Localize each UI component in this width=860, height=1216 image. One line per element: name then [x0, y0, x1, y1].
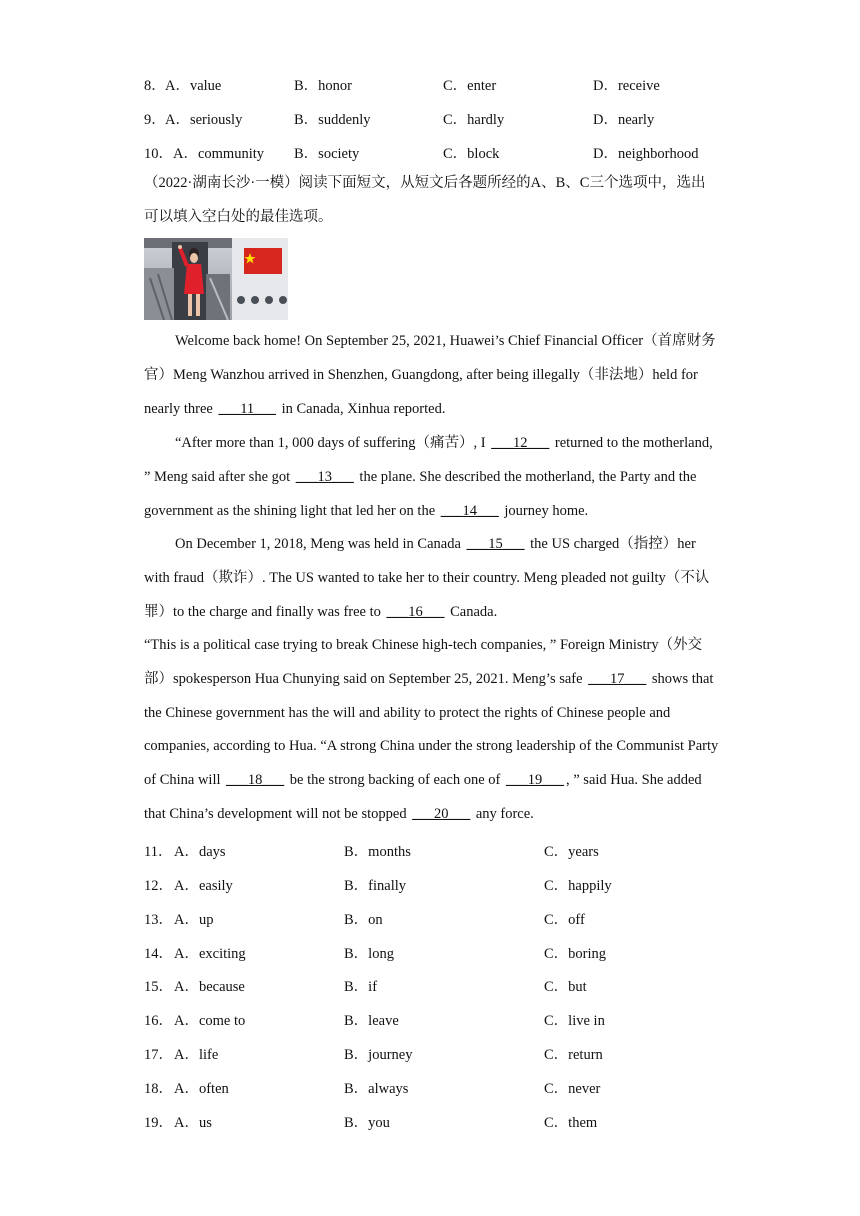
option-a: A．community [173, 146, 265, 162]
question-number: 19． [144, 1115, 173, 1131]
option-c: C．enter [443, 78, 497, 94]
passage-text: be the strong backing of each one of [286, 772, 504, 789]
passage-text: returned to the motherland, ” Meng said after she got [144, 435, 713, 485]
passage-paragraph-4 [144, 629, 719, 832]
option-d: D．nearly [593, 112, 655, 128]
option-a: A．life [174, 1047, 219, 1063]
option-c: C．years [544, 844, 599, 860]
option-b: B．on [344, 912, 383, 928]
option-c: C．never [544, 1081, 601, 1097]
option-a: A．days [174, 844, 226, 860]
option-b: B．months [344, 844, 411, 860]
news-photo-illustration [144, 238, 288, 320]
option-b: B．honor [294, 78, 352, 94]
option-a: A．us [174, 1115, 212, 1131]
section-instruction: （2022·湖南长沙·一模）阅读下面短文，从短文后各题所经的A、B、C三个选项中，选出可以填入空白处的最佳选项。 [144, 175, 706, 225]
question-number: 17． [144, 1047, 173, 1063]
option-b: B．you [344, 1115, 390, 1131]
question-number: 10． [144, 146, 173, 162]
passage-text: any force. [472, 805, 534, 822]
question-number: 18． [144, 1081, 173, 1097]
passage-text: in Canada, Xinhua reported. [277, 400, 446, 417]
passage-text: shows that the Chinese government has the will and ability to protect the rights of Chinese people and companies, according to Hua. “A strong China under the strong leadership of the Communist Party of China will [144, 670, 719, 789]
option-c: C．happily [544, 878, 612, 894]
option-b: B．finally [344, 878, 407, 894]
passage-text: “This is a political case trying to break Chinese high-tech companies, ” Foreign Ministry（外交部）spokesperson Hua Chunying said on September 25, 2021. Meng’s safe [144, 637, 703, 687]
option-b: B．if [344, 979, 378, 995]
option-a: A．exciting [174, 946, 246, 962]
passage-text: Welcome back home! On September 25, 2021, Huawei’s Chief Financial Officer（首席财务官）Meng Wanzhou arrived in Shenzhen, Guangdong, after being illegally（非法地）held for nearly three [144, 333, 716, 417]
blank-11: ___11___ [218, 400, 276, 417]
blank-14: ___14___ [440, 502, 499, 519]
option-a: A．seriously [165, 112, 243, 128]
news-photo [144, 238, 288, 320]
option-b: B．long [344, 946, 394, 962]
option-a: A．value [165, 78, 222, 94]
option-c: C．live in [544, 1013, 605, 1029]
option-c: C．them [544, 1115, 598, 1131]
passage-text: Canada. [446, 603, 498, 620]
blank-19: ___19___ [505, 772, 564, 789]
question-number: 14． [144, 946, 173, 962]
passage-paragraph-2 [144, 427, 719, 528]
question-number: 8． [144, 78, 166, 94]
option-a: A．up [174, 912, 214, 928]
option-b: B．leave [344, 1013, 399, 1029]
passage-text: the US charged（指控）her with fraud（欺诈）. The US wanted to take her to their country. Meng pleaded not guilty（不认罪）to the charge and finally was free to [144, 536, 710, 620]
passage-text: On December 1, 2018, Meng was held in Canada [175, 536, 465, 552]
question-number: 11． [144, 844, 173, 860]
question-number: 13． [144, 912, 173, 928]
option-a: A．because [174, 979, 245, 995]
option-d: D．neighborhood [593, 146, 699, 162]
option-c: C．but [544, 979, 587, 995]
blank-13: ___13___ [295, 468, 354, 485]
option-c: C．boring [544, 946, 607, 962]
passage-text: , ” said Hua. She added that China’s development will not be stopped [144, 772, 702, 822]
option-d: D．receive [593, 78, 660, 94]
option-b: B．society [294, 146, 360, 162]
question-number: 9． [144, 112, 166, 128]
question-number: 15． [144, 979, 173, 995]
option-a: A．often [174, 1081, 229, 1097]
option-b: B．suddenly [294, 112, 371, 128]
passage-text: “After more than 1, 000 days of suffering（痛苦）, I [175, 435, 490, 451]
option-c: C．off [544, 912, 585, 928]
option-b: B．journey [344, 1047, 413, 1063]
blank-15: ___15___ [466, 536, 525, 552]
blank-16: ___16___ [386, 603, 445, 620]
blank-18: ___18___ [226, 772, 285, 789]
blank-12: ___12___ [491, 435, 550, 451]
blank-17: ___17___ [588, 670, 647, 687]
passage-text: journey home. [500, 502, 589, 519]
question-number: 16． [144, 1013, 173, 1029]
option-a: A．come to [174, 1013, 246, 1029]
option-b: B．always [344, 1081, 409, 1097]
passage-paragraph-3 [144, 528, 719, 629]
question-number: 12． [144, 878, 173, 894]
passage-text: the plane. She described the motherland, the Party and the government as the shining light that led her on the [144, 468, 697, 519]
option-c: C．return [544, 1047, 603, 1063]
option-c: C．hardly [443, 112, 505, 128]
passage-paragraph-1 [144, 325, 719, 426]
blank-20: ___20___ [412, 805, 471, 822]
option-c: C．block [443, 146, 500, 162]
option-a: A．easily [174, 878, 233, 894]
